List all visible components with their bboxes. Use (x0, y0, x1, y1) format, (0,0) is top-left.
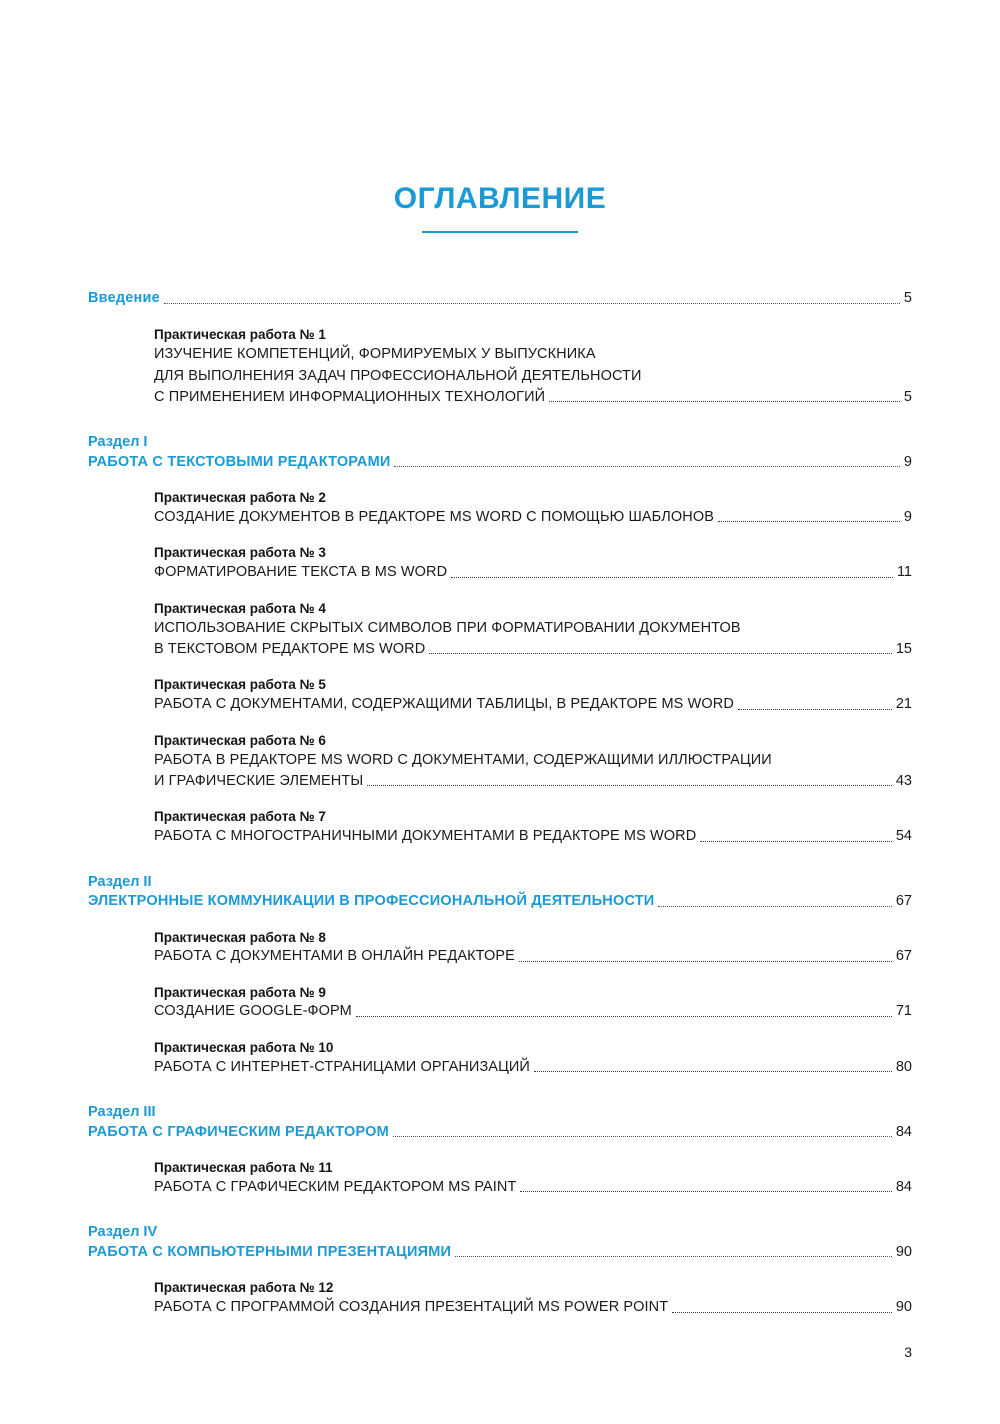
toc-work-title: Практическая работа № 8 (154, 929, 326, 945)
toc-page-number: 84 (895, 1178, 912, 1195)
toc-work-last-line: РАБОТА С ПРОГРАММОЙ СОЗДАНИЯ ПРЕЗЕНТАЦИЙ MS POWER POINT (154, 1299, 669, 1315)
toc-section (88, 433, 912, 472)
toc-work-entry[interactable] (154, 325, 912, 408)
toc-section (88, 289, 912, 309)
page-title: ОГЛАВЛЕНИЕ (393, 182, 607, 215)
title-underline-rule (422, 231, 578, 233)
toc-work-last-line-row[interactable] (154, 695, 912, 715)
toc-work-last-line: РАБОТА С ГРАФИЧЕСКИМ РЕДАКТОРОМ MS PAINT (154, 1178, 517, 1195)
toc-page-number: 43 (895, 772, 912, 789)
toc-work-line: РАБОТА В РЕДАКТОРЕ MS WORD С ДОКУМЕНТАМИ, СОДЕРЖАЩИМИ ИЛЛЮСТРАЦИИ (154, 752, 772, 769)
toc-work-entry[interactable] (154, 488, 912, 527)
page-number: 3 (904, 1344, 912, 1360)
toc-page-number: 90 (895, 1299, 912, 1315)
toc-page-number: 5 (903, 290, 912, 306)
toc-leader-dots (451, 576, 893, 578)
toc-leader-dots (367, 784, 892, 786)
toc-work-last-line-row[interactable] (154, 947, 912, 967)
toc-leader-dots (519, 960, 892, 962)
toc-work-line: ИЗУЧЕНИЕ КОМПЕТЕНЦИЙ, ФОРМИРУЕМЫХ У ВЫПУСКНИКА (154, 346, 596, 363)
toc-work-title: Практическая работа № 5 (154, 677, 326, 693)
toc-section-entry[interactable] (88, 289, 912, 309)
toc-section (88, 1103, 912, 1142)
toc-work-entry[interactable] (154, 1158, 912, 1197)
toc-work-line: ИСПОЛЬЗОВАНИЕ СКРЫТЫХ СИМВОЛОВ ПРИ ФОРМАТИРОВАНИИ ДОКУМЕНТОВ (154, 620, 741, 637)
toc-work-title: Практическая работа № 3 (154, 545, 326, 561)
toc-page-number: 21 (895, 696, 912, 712)
toc-section-kicker: Раздел I (88, 434, 148, 451)
toc-page-number: 9 (903, 453, 912, 470)
toc-leader-dots (356, 1015, 892, 1017)
toc-work-title: Практическая работа № 4 (154, 600, 326, 616)
toc-work-last-line-row[interactable] (154, 640, 912, 660)
toc-section-kicker: Раздел III (88, 1104, 156, 1121)
toc-work-last-line: И ГРАФИЧЕСКИЕ ЭЛЕМЕНТЫ (154, 772, 364, 789)
toc-work-entry[interactable] (154, 1278, 912, 1317)
toc-work-entry[interactable] (154, 599, 912, 660)
toc-work-last-line: РАБОТА С ИНТЕРНЕТ-СТРАНИЦАМИ ОРГАНИЗАЦИЙ (154, 1058, 530, 1075)
toc-work-last-line: СОЗДАНИЕ ДОКУМЕНТОВ В РЕДАКТОРЕ MS WORD С ПОМОЩЬЮ ШАБЛОНОВ (154, 508, 714, 525)
toc-work-last-line-row[interactable] (154, 827, 912, 847)
toc-section-heading: ЭЛЕКТРОННЫЕ КОММУНИКАЦИИ В ПРОФЕССИОНАЛЬНОЙ ДЕЯТЕЛЬНОСТИ (88, 893, 655, 910)
toc-leader-dots (394, 465, 899, 467)
toc-work-entry[interactable] (154, 1038, 912, 1077)
table-of-contents (88, 289, 912, 1318)
toc-leader-dots (520, 1190, 891, 1192)
toc-leader-dots (534, 1070, 892, 1072)
toc-leader-dots (672, 1311, 892, 1313)
toc-work-last-line-row[interactable] (154, 1178, 912, 1198)
toc-work-last-line: В ТЕКСТОВОМ РЕДАКТОРЕ MS WORD (154, 640, 426, 657)
toc-work-title: Практическая работа № 6 (154, 732, 326, 748)
toc-page-number: 67 (895, 948, 912, 965)
toc-section-entry[interactable] (88, 892, 912, 912)
toc-section-entry[interactable] (88, 453, 912, 473)
toc-work-last-line: РАБОТА С ДОКУМЕНТАМИ, СОДЕРЖАЩИМИ ТАБЛИЦЫ, В РЕДАКТОРЕ MS WORD (154, 696, 734, 712)
toc-page-number: 84 (895, 1123, 912, 1140)
toc-page-number: 90 (895, 1243, 912, 1260)
toc-section-kicker: Раздел II (88, 873, 152, 890)
toc-work-last-line-row[interactable] (154, 563, 912, 583)
toc-leader-dots (549, 400, 900, 402)
toc-work-entry[interactable] (154, 928, 912, 967)
toc-section-kicker: Раздел IV (88, 1224, 158, 1241)
toc-work-entry[interactable] (154, 543, 912, 582)
toc-work-last-line-row[interactable] (154, 388, 912, 408)
toc-page-number: 54 (895, 828, 912, 844)
toc-work-last-line: РАБОТА С ДОКУМЕНТАМИ В ОНЛАЙН РЕДАКТОРЕ (154, 948, 515, 965)
toc-work-last-line-row[interactable] (154, 1002, 912, 1022)
toc-work-last-line: С ПРИМЕНЕНИЕМ ИНФОРМАЦИОННЫХ ТЕХНОЛОГИЙ (154, 388, 546, 405)
toc-work-entry[interactable] (154, 983, 912, 1022)
toc-work-title: Практическая работа № 2 (154, 490, 326, 506)
toc-work-entry[interactable] (154, 807, 912, 846)
toc-section-heading: Введение (88, 290, 160, 306)
toc-work-last-line-row[interactable] (154, 1058, 912, 1078)
toc-page-number: 80 (895, 1058, 912, 1075)
toc-work-last-line: СОЗДАНИЕ GOOGLE-ФОРМ (154, 1003, 352, 1020)
toc-work-title: Практическая работа № 1 (154, 326, 326, 342)
toc-leader-dots (738, 708, 892, 710)
toc-leader-dots (700, 840, 892, 842)
toc-page-number: 5 (903, 388, 912, 405)
toc-work-last-line-row[interactable] (154, 1298, 912, 1318)
toc-work-line: ДЛЯ ВЫПОЛНЕНИЯ ЗАДАЧ ПРОФЕССИОНАЛЬНОЙ ДЕЯТЕЛЬНОСТИ (154, 367, 642, 384)
toc-section (88, 873, 912, 912)
toc-leader-dots (718, 520, 900, 522)
toc-leader-dots (429, 652, 892, 654)
toc-section-heading: РАБОТА С КОМПЬЮТЕРНЫМИ ПРЕЗЕНТАЦИЯМИ (88, 1243, 452, 1260)
toc-page-number: 11 (896, 564, 912, 580)
toc-section-entry[interactable] (88, 1243, 912, 1263)
toc-leader-dots (455, 1255, 892, 1257)
toc-work-title: Практическая работа № 11 (154, 1160, 333, 1176)
toc-page-number: 67 (895, 893, 912, 910)
toc-section-heading: РАБОТА С ТЕКСТОВЫМИ РЕДАКТОРАМИ (88, 453, 391, 470)
toc-section-entry[interactable] (88, 1123, 912, 1143)
toc-work-last-line-row[interactable] (154, 772, 912, 792)
toc-work-entry[interactable] (154, 675, 912, 714)
toc-section-heading: РАБОТА С ГРАФИЧЕСКИМ РЕДАКТОРОМ (88, 1123, 389, 1140)
toc-page-number: 9 (903, 508, 912, 525)
toc-leader-dots (393, 1135, 892, 1137)
toc-work-last-line: ФОРМАТИРОВАНИЕ ТЕКСТА В MS WORD (154, 564, 448, 580)
toc-page-number: 71 (895, 1003, 912, 1020)
toc-leader-dots (164, 302, 900, 304)
toc-work-last-line: РАБОТА С МНОГОСТРАНИЧНЫМИ ДОКУМЕНТАМИ В РЕДАКТОРЕ MS WORD (154, 828, 697, 844)
toc-page-number: 15 (895, 640, 912, 657)
toc-work-title: Практическая работа № 12 (154, 1280, 334, 1296)
toc-work-last-line-row[interactable] (154, 508, 912, 528)
toc-leader-dots (658, 905, 891, 907)
title-block (88, 0, 912, 233)
toc-section (88, 1223, 912, 1262)
toc-work-title: Практическая работа № 10 (154, 1039, 334, 1055)
toc-work-title: Практическая работа № 7 (154, 809, 326, 825)
toc-work-title: Практическая работа № 9 (154, 984, 326, 1000)
toc-work-entry[interactable] (154, 731, 912, 792)
